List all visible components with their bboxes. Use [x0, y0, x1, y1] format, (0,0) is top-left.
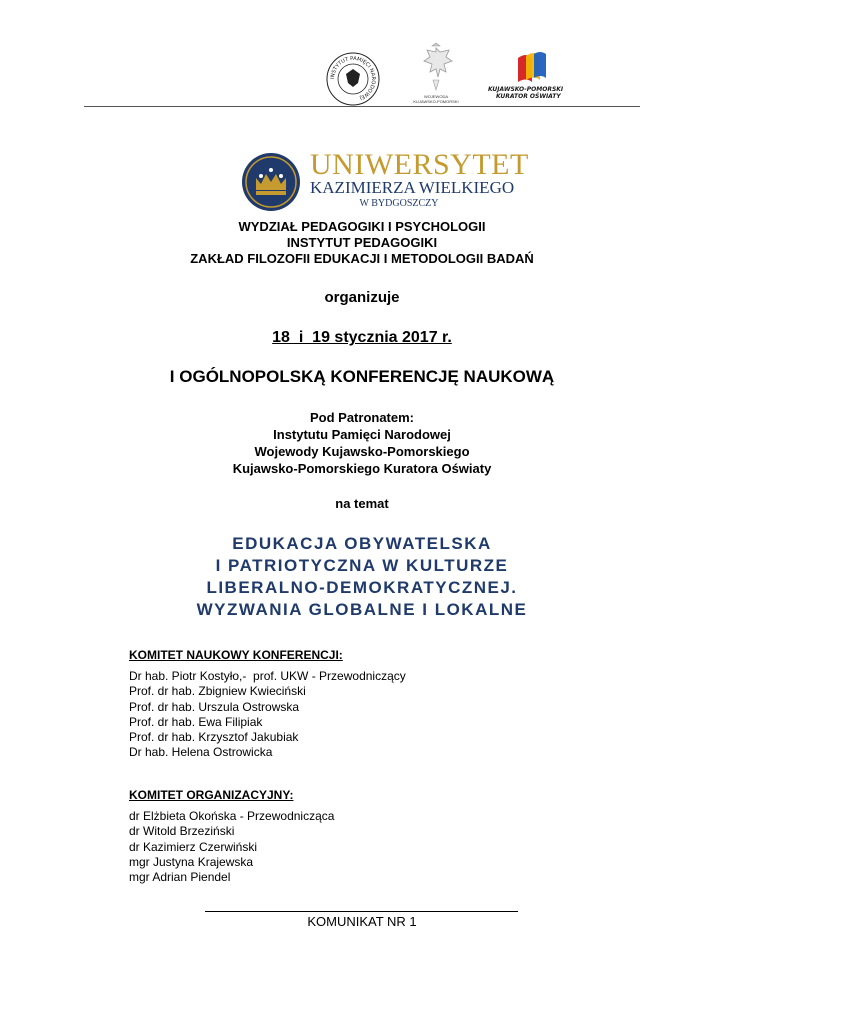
scientific-committee-heading: KOMITET NAUKOWY KONFERENCJI:: [129, 648, 343, 662]
faculty-line1: WYDZIAŁ PEDAGOGIKI I PSYCHOLOGII: [238, 219, 486, 234]
komunikat-label: KOMUNIKAT NR 1: [307, 914, 417, 929]
white-eagle-icon: [416, 42, 456, 94]
list-item: mgr Justyna Krajewska: [129, 854, 254, 869]
na-temat-text: na temat: [335, 496, 389, 511]
organizing-committee-list: [129, 809, 334, 885]
topic-line: EDUKACJA OBYWATELSKA: [232, 534, 492, 553]
list-item: dr Elżbieta Okońska - Przewodnicząca: [129, 809, 335, 823]
topic-line: WYZWANIA GLOBALNE I LOKALNE: [196, 600, 528, 619]
university-name-line3: W BYDGOSZCZY: [359, 198, 439, 209]
patronage-block: [0, 409, 724, 477]
conference-topic: [0, 533, 724, 621]
organizuje-text: organizuje: [324, 289, 400, 306]
university-crown-emblem-icon: [240, 152, 302, 212]
topic-line: I PATRIOTYCZNA W KULTURZE: [215, 556, 509, 575]
ipn-ring-text: INSTYTUT PAMIĘCI NARODOWEJ: [329, 55, 377, 101]
wojewoda-logo: [406, 42, 466, 108]
list-item: mgr Adrian Piendel: [129, 870, 231, 885]
list-item: Prof. dr hab. Krzysztof Jakubiak: [129, 730, 299, 745]
list-item: Prof. dr hab. Urszula Ostrowska: [129, 699, 300, 714]
header-logos: [0, 40, 862, 110]
conference-date: 18 i 19 stycznia 2017 r.: [272, 329, 452, 346]
university-logo: [240, 148, 529, 212]
kurator-caption-2: KURATOR OŚWIATY: [496, 93, 561, 100]
kurator-caption-1: KUJAWSKO-POMORSKI: [488, 86, 564, 93]
list-item: Prof. dr hab. Ewa Filipiak: [129, 714, 263, 729]
list-item: Dr hab. Helena Ostrowicka: [129, 745, 273, 760]
faculty-line3: ZAKŁAD FILOZOFII EDUKACJI I METODOLOGII BADAŃ: [190, 251, 534, 266]
university-name-line1: UNIWERSYTET: [310, 148, 529, 181]
patron-item: Instytutu Pamięci Narodowej: [273, 427, 451, 442]
patron-item: Wojewody Kujawsko-Pomorskiego: [254, 444, 470, 459]
faculty-line2: INSTYTUT PEDAGOGIKI: [286, 235, 438, 250]
patron-item: Kujawsko-Pomorskiego Kuratora Oświaty: [232, 461, 492, 476]
ipn-seal-icon: [326, 52, 380, 106]
wojewoda-caption-1: WOJEWODA: [424, 94, 448, 99]
footer-divider: [205, 911, 518, 912]
kurator-logo: [488, 50, 578, 110]
organizing-committee-heading: KOMITET ORGANIZACYJNY:: [129, 788, 294, 802]
topic-line: LIBERALNO-DEMOKRATYCZNEJ.: [206, 578, 518, 597]
list-item: Prof. dr hab. Zbigniew Kwieciński: [129, 684, 306, 699]
university-name-line2: KAZIMIERZA WIELKIEGO: [310, 178, 515, 197]
book-flag-icon: [514, 50, 548, 86]
faculty-block: [0, 219, 724, 267]
wojewoda-caption-2: KUJAWSKO-POMORSKI: [413, 99, 459, 104]
top-divider: [84, 106, 640, 107]
list-item: dr Witold Brzeziński: [129, 824, 235, 839]
list-item: Dr hab. Piotr Kostyło,- prof. UKW - Przewodniczący: [129, 669, 406, 683]
scientific-committee-list: [129, 669, 406, 761]
ipn-logo: [326, 52, 380, 106]
list-item: dr Kazimierz Czerwiński: [129, 839, 258, 854]
patronage-label: Pod Patronatem:: [309, 410, 414, 425]
conference-type: I OGÓLNOPOLSKĄ KONFERENCJĘ NAUKOWĄ: [169, 367, 555, 386]
